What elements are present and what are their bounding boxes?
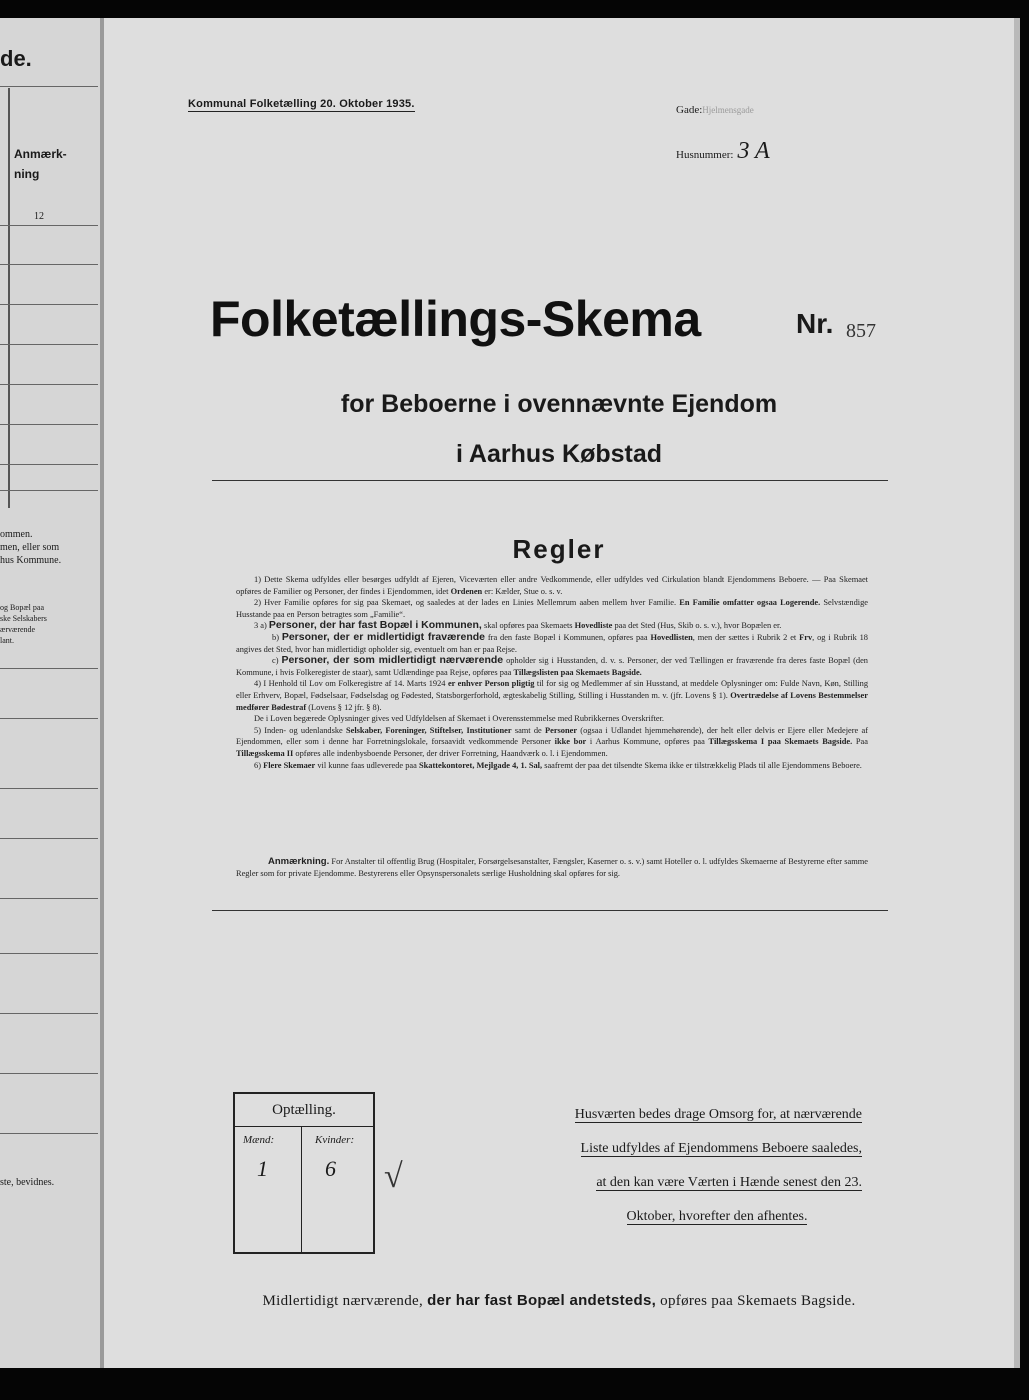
left-text-fragment: ommen. men, eller som hus Kommune. bbox=[0, 529, 62, 566]
divider bbox=[212, 910, 888, 911]
rule-5: 5) Inden- og udenlandske Selskaber, Foreninger, Stiftelser, Institutioner samt de Personer (ogsaa i Udlandet hjemmehørende), der helt eller delvis er Ejere eller Medejere af Ejendommen, eller som i denne har Forretningslokale, forsaavidt vedkommende Personer ikke bor i Aarhus Kommune, opføres paa Tillægsskema I paa Skemaets Bagside. Paa Tillægsskema II opføres alle indenbysboende Personer, der driver Forretning, Haandværk o. l. i Ejendommen. bbox=[236, 725, 868, 758]
rule-2: 2) Hver Familie opføres for sig paa Skemaet, og saaledes at der lades en Linies Mellemrum aaben mellem hver Familie. En Familie omfatter ogsaa Logerende. Selvstændige Husstande paa en Person betragtes som „Familie“. bbox=[236, 598, 869, 619]
divider bbox=[0, 264, 98, 265]
street-value: Hjelmensgade bbox=[702, 105, 754, 115]
form-title: Folketællings-Skema bbox=[210, 291, 701, 347]
street-field bbox=[676, 104, 754, 116]
landlord-line-2: Liste udfyldes af Ejendommens Beboere saaledes, bbox=[580, 1141, 862, 1156]
divider bbox=[235, 1126, 373, 1127]
count-title: Optælling. bbox=[272, 1102, 336, 1118]
men-count: 1 bbox=[257, 1156, 268, 1181]
men-label: Mænd: bbox=[243, 1134, 275, 1146]
divider bbox=[0, 86, 98, 87]
divider bbox=[301, 1127, 302, 1252]
divider bbox=[0, 898, 98, 899]
rule-4: 4) I Henhold til Lov om Folkeregistre af 14. Marts 1924 er enhver Person pligtig til for sig og Medlemmer af sin Husstand, at meddele Oplysninger om: Fulde Navn, Køn, Stilling eller Erhverv, Bopæl, Fødselsaar, Fødselsdag og Fødested, Statsborgerforhold, ægteskabelig Stilling, Stilling i Husstanden m. v. (jfr. Lovens § 1). Overtrædelse af Lovens Bestemmelser medfører Bødestraf (Lovens § 12 jfr. § 8). bbox=[236, 679, 869, 712]
divider bbox=[0, 384, 98, 385]
rule-6: 6) Flere Skemaer vil kunne faas udleverede paa Skattekontoret, Mejlgade 4, 1. Sal, saafremt der paa det tilsendte Skema ikke er tilstrækkelig Plads til alle Ejendommens Beboere. bbox=[254, 760, 862, 770]
divider bbox=[0, 1073, 98, 1074]
divider bbox=[0, 490, 98, 491]
rules-heading: Regler bbox=[512, 534, 606, 564]
count-box bbox=[233, 1092, 375, 1254]
rule-1: 1) Dette Skema udfyldes eller besørges udfyldt af Ejeren, Viceværten eller andre Vedkommende, eller udfyldes ved Cirkulation blandt Ejendommens Beboere. — Paa Skemaet opføres de Familier og Personer, der findes i Ejendommen, idet Ordenen er: Kælder, Stue o. s. v. bbox=[236, 575, 868, 596]
divider bbox=[212, 480, 888, 481]
landlord-instructions bbox=[532, 1098, 862, 1234]
house-number-value: 3 A bbox=[737, 138, 770, 164]
divider bbox=[0, 718, 98, 719]
column-divider bbox=[8, 88, 10, 508]
left-text-fragment: og Bopæl paa ske Selskabers ærværende lant. bbox=[0, 603, 47, 645]
remark-label: Anmærkning. bbox=[268, 856, 330, 867]
census-form-page bbox=[104, 18, 1020, 1368]
divider bbox=[0, 668, 98, 669]
divider bbox=[0, 838, 98, 839]
divider bbox=[0, 344, 98, 345]
divider bbox=[0, 953, 98, 954]
divider bbox=[0, 225, 98, 226]
rules-text bbox=[236, 574, 868, 771]
landlord-line-3: at den kan være Værten i Hænde senest den 23. bbox=[596, 1175, 862, 1190]
census-header: Kommunal Folketælling 20. Oktober 1935. bbox=[188, 98, 415, 110]
street-label: Gade: bbox=[676, 104, 703, 116]
divider bbox=[0, 424, 98, 425]
footer-note: Midlertidigt nærværende, der har fast Bopæl andetsteds, opføres paa Skemaets Bagside. bbox=[262, 1292, 856, 1309]
women-count: 6 bbox=[325, 1156, 336, 1181]
divider bbox=[0, 1133, 98, 1134]
rule-3c: c) Personer, der som midlertidigt nærværende opholder sig i Husstanden, d. v. s. Personer, der ved Tællingen er fraværende fra deres faste Bopæl (den Kommune, i hvis Folkeregister de staar), samt Udlændinge paa Rejse, opføres paa Tillægslisten paa Skemaets Bagside. bbox=[236, 654, 868, 677]
rule-3b: b) Personer, der er midlertidigt fraværende fra den faste Bopæl i Kommunen, opføres paa Hovedlisten, men der sættes i Rubrik 2 et Frv, og i Rubrik 18 angives det Sted, hvor han midlertidigt opholder sig, eventuelt om han er paa Rejse. bbox=[236, 630, 868, 654]
divider bbox=[0, 788, 98, 789]
divider bbox=[0, 1013, 98, 1014]
divider bbox=[0, 304, 98, 305]
women-label: Kvinder: bbox=[315, 1134, 355, 1146]
divider bbox=[0, 464, 98, 465]
form-subtitle: for Beboerne i ovennævnte Ejendom bbox=[340, 390, 778, 418]
house-number-field bbox=[676, 138, 770, 165]
form-number-value: 857 bbox=[846, 320, 876, 342]
rule-4-continued: De i Loven begærede Oplysninger gives ved Udfyldelsen af Skemaet i Overensstemmelse med Rubrikkernes Overskrifter. bbox=[254, 714, 665, 724]
landlord-line-1: Husværten bedes drage Omsorg for, at nærværende bbox=[574, 1107, 862, 1122]
remark-text: For Anstalter til offentlig Brug (Hospitaler, Forsørgelsesanstalter, Fængsler, Kaserner o. s. v.) samt Hoteller o. l. udfyldes Skemaerne af Bestyrerne efter samme Regler som for private Ejendomme. Bestyrerens eller Opsynspersonalets særlige Husholdning skal opføres for sig. bbox=[236, 857, 868, 878]
rule-3a: 3 a) Personer, der har fast Bopæl i Kommunen, skal opføres paa Skemaets Hovedliste paa det Sted (Hus, Skib o. s. v.), hvor Bopælen er. bbox=[254, 619, 782, 632]
form-number-label: Nr. bbox=[796, 308, 834, 339]
remark-note bbox=[236, 856, 868, 879]
left-text-fragment: ste, bevidnes. bbox=[0, 1177, 55, 1188]
left-page-header: de. bbox=[0, 46, 32, 71]
checkmark-icon: √ bbox=[384, 1158, 403, 1195]
remark-column-header: Anmærk- ning bbox=[14, 147, 67, 181]
house-number-label: Husnummer: bbox=[676, 149, 734, 161]
left-page-fragment bbox=[0, 18, 102, 1368]
landlord-line-4: Oktober, hvorefter den afhentes. bbox=[626, 1209, 808, 1224]
form-location: i Aarhus Købstad bbox=[455, 440, 663, 468]
column-number: 12 bbox=[34, 211, 44, 222]
